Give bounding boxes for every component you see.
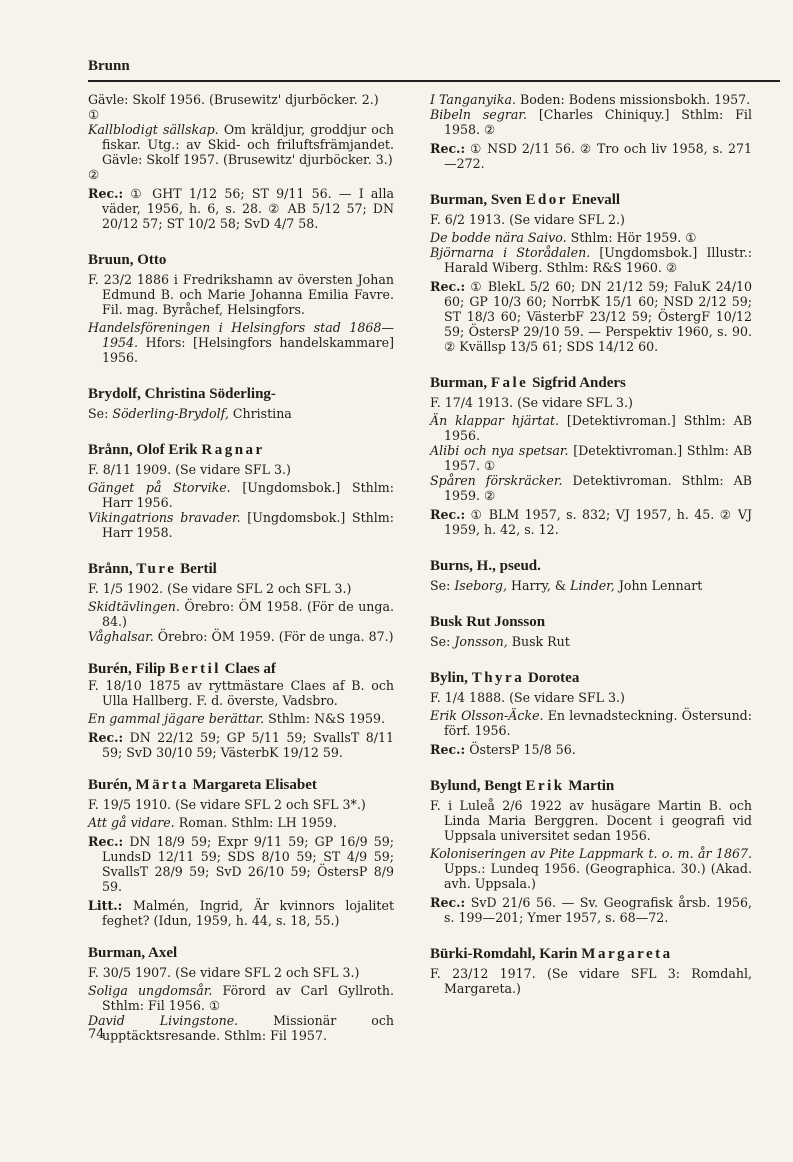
reviews bbox=[88, 186, 394, 231]
entry-heading: Burman, Fale Sigfrid Anders bbox=[430, 375, 626, 391]
work-detail: Förord av Carl Gyllroth. Sthlm: Fil 1956. ① bbox=[102, 983, 394, 1013]
entry-burman-edor bbox=[430, 191, 752, 354]
entry-heading: Brånn, Olof Erik Ragnar bbox=[88, 442, 265, 458]
work-entry bbox=[430, 107, 752, 137]
page-number: 74 bbox=[88, 1027, 105, 1042]
work-detail: Örebro: ÖM 1959. (För de unga. 87.) bbox=[153, 629, 394, 644]
work-entry bbox=[430, 245, 752, 275]
work-entry bbox=[88, 122, 394, 167]
work-entry bbox=[88, 1013, 394, 1043]
work-title: De bodde nära Saivo. bbox=[430, 230, 567, 245]
entry-brann-ragnar bbox=[88, 441, 394, 540]
reviews bbox=[430, 742, 752, 757]
rec-text: ① GHT 1/12 56; ST 9/11 56. — I alla väder, 1956, h. 6, s. 28. ② AB 5/12 57; DN 20/12 57; ST 10/2 58; SvD 4/7 58. bbox=[102, 186, 394, 231]
right-column bbox=[430, 90, 752, 996]
biography: F. 1/4 1888. (Se vidare SFL 3.) bbox=[430, 690, 625, 705]
work-detail: [Charles Chiniquy.] Sthlm: Fil 1958. ② bbox=[444, 107, 752, 137]
entry-heading: Burns, H., pseud. bbox=[430, 558, 541, 574]
entry-brydolf bbox=[88, 385, 394, 421]
ref-name: Linder, bbox=[570, 578, 615, 593]
work-title: Vikingatrions bravader. bbox=[88, 510, 241, 525]
work-entry bbox=[430, 473, 752, 503]
header-rule bbox=[88, 80, 780, 82]
work-entry bbox=[88, 983, 394, 1013]
biography: F. 23/2 1886 i Fredrikshamn av översten Johan Edmund B. och Marie Johanna Emilia Favre. Fil. mag. Byråchef, Helsingfors. bbox=[88, 272, 394, 317]
rec-text: ① BlekL 5/2 60; DN 21/12 59; FaluK 24/10 60; GP 10/3 60; NorrbK 15/1 60; NSD 2/12 59; ST 18/3 60; VästerbF 23/12 59; ÖstergF 10/12 59; ÖstersP 29/10 59. — Perspektiv 1960, s. 90. ② Kvällsp 13/5 61; SDS 14/12 60. bbox=[444, 279, 752, 354]
rec-label: Rec.: bbox=[88, 730, 124, 745]
ref-name: Söderling-Brydolf, bbox=[112, 406, 229, 421]
entry-heading: Bruun, Otto bbox=[88, 252, 167, 268]
entry-burns bbox=[430, 557, 752, 593]
rec-label: Rec.: bbox=[88, 186, 124, 201]
see-label: Se: bbox=[88, 406, 113, 421]
entry-heading: Burman, Sven Edor Enevall bbox=[430, 192, 621, 208]
work-detail: Missionär och upptäcktsresande. Sthlm: Fil 1957. bbox=[102, 1013, 394, 1043]
work-title: Kallblodigt sällskap. bbox=[88, 122, 219, 137]
rec-text: DN 22/12 59; GP 5/11 59; SvallsT 8/11 59; SvD 30/10 59; VästerbK 19/12 59. bbox=[102, 730, 394, 760]
entry-busk bbox=[430, 613, 752, 649]
work-detail: Detektivroman. Sthlm: AB 1959. ② bbox=[444, 473, 753, 503]
work-detail: En levnadsteckning. Östersund: förf. 1956. bbox=[444, 708, 752, 738]
reviews bbox=[430, 141, 752, 171]
work-detail: Hfors: [Helsingfors handelskammare] 1956. bbox=[102, 335, 394, 365]
cross-reference bbox=[430, 578, 752, 593]
work-title: Soliga ungdomsår. bbox=[88, 983, 213, 998]
work-entry bbox=[430, 413, 752, 443]
litt-label: Litt.: bbox=[88, 898, 123, 913]
work-title: Spåren förskräcker. bbox=[430, 473, 563, 488]
work-title: En gammal jägare berättar. bbox=[88, 711, 265, 726]
entry-burman-axel bbox=[88, 944, 394, 1043]
cross-reference bbox=[430, 634, 752, 649]
work-title: Koloniseringen av Pite Lappmark t. o. m. år 1867. bbox=[430, 846, 752, 861]
publication-line: Gävle: Skolf 1956. (Brusewitz' djurböcker. 2.) bbox=[88, 92, 379, 107]
biography: F. 30/5 1907. (Se vidare SFL 2 och SFL 3.) bbox=[88, 965, 360, 980]
work-title: Björnarna i Storådalen. bbox=[430, 245, 591, 260]
entry-heading: Brånn, Ture Bertil bbox=[88, 561, 217, 577]
literature bbox=[88, 898, 394, 928]
work-entry bbox=[88, 510, 394, 540]
rec-text: ÖstersP 15/8 56. bbox=[465, 742, 576, 757]
work-detail: Om kräldjur, groddjur och fiskar. Utg.: av Skid- och friluftsfrämjandet. Gävle: Skolf 1957. (Brusewitz' djurböcker. 3.) bbox=[102, 122, 394, 167]
work-entry bbox=[88, 599, 394, 629]
see-label: Se: bbox=[430, 634, 455, 649]
entry-buren-marta bbox=[88, 776, 394, 928]
entry-bylund bbox=[430, 777, 752, 925]
biography: F. 6/2 1913. (Se vidare SFL 2.) bbox=[430, 212, 625, 227]
work-detail: Upps.: Lundeq 1956. (Geographica. 30.) (Akad. avh. Uppsala.) bbox=[444, 861, 752, 891]
entry-heading: Bylin, Thyra Dorotea bbox=[430, 670, 580, 686]
entry-heading: Burén, Filip Bertil Claes af bbox=[88, 661, 276, 677]
work-detail: Roman. Sthlm: LH 1959. bbox=[174, 815, 337, 830]
work-title: Bibeln segrar. bbox=[430, 107, 527, 122]
rec-label: Rec.: bbox=[430, 141, 466, 156]
entry-burki-romdahl bbox=[430, 945, 752, 996]
biography: F. 23/12 1917. (Se vidare SFL 3: Romdahl, Margareta.) bbox=[430, 966, 752, 996]
work-title: Handelsföreningen i Helsingfors stad 1868—1954. bbox=[88, 320, 394, 350]
work-title: Våghalsar. bbox=[88, 629, 154, 644]
litt-text: Malmén, Ingrid, Är kvinnors lojalitet feghet? (Idun, 1959, h. 44, s. 18, 55.) bbox=[102, 898, 394, 928]
work-title: I Tanganyika. bbox=[430, 92, 516, 107]
reviews bbox=[88, 834, 394, 894]
work-detail: [Detektivroman.] Sthlm: AB 1956. bbox=[444, 413, 752, 443]
entry-brunn-continued bbox=[88, 92, 394, 231]
marker: ① bbox=[88, 107, 100, 122]
rec-label: Rec.: bbox=[430, 507, 466, 522]
work-title: Än klappar hjärtat. bbox=[430, 413, 560, 428]
cross-reference bbox=[88, 406, 394, 421]
marker: ② bbox=[88, 167, 100, 182]
work-entry bbox=[430, 846, 752, 891]
reviews bbox=[430, 895, 752, 925]
reviews bbox=[430, 279, 752, 354]
entry-bylin bbox=[430, 669, 752, 757]
entry-buren-bertil bbox=[88, 660, 394, 760]
rec-text: ① NSD 2/11 56. ② Tro och liv 1958, s. 271—272. bbox=[444, 141, 752, 171]
ref-rest: Christina bbox=[228, 406, 292, 421]
work-entry bbox=[430, 708, 752, 738]
work-title: Att gå vidare. bbox=[88, 815, 175, 830]
rec-text: ① BLM 1957, s. 832; VJ 1957, h. 45. ② VJ 1959, h. 42, s. 12. bbox=[444, 507, 752, 537]
entry-heading: Bylund, Bengt Erik Martin bbox=[430, 778, 615, 794]
rec-label: Rec.: bbox=[430, 895, 466, 910]
entry-bruun-otto bbox=[88, 251, 394, 365]
entry-brann-ture bbox=[88, 560, 394, 644]
work-entry bbox=[88, 480, 394, 510]
reviews bbox=[88, 730, 394, 760]
ref-name: Jonsson, bbox=[454, 634, 508, 649]
work-detail: Boden: Bodens missionsbokh. 1957. bbox=[516, 92, 751, 107]
biography: F. 17/4 1913. (Se vidare SFL 3.) bbox=[430, 395, 633, 410]
ref-name: Iseborg, bbox=[454, 578, 507, 593]
work-detail: [Ungdomsbok.] Sthlm: Harr 1958. bbox=[102, 510, 394, 540]
work-detail: Sthlm: Hör 1959. ① bbox=[566, 230, 697, 245]
work-entry bbox=[430, 92, 752, 107]
ref-rest: Harry, & bbox=[506, 578, 571, 593]
rec-text: SvD 21/6 56. — Sv. Geografisk årsb. 1956, s. 199—201; Ymer 1957, s. 68—72. bbox=[444, 895, 752, 925]
entry-heading: Burén, Märta Margareta Elisabet bbox=[88, 777, 317, 793]
biography: F. 1/5 1902. (Se vidare SFL 2 och SFL 3.) bbox=[88, 581, 352, 596]
work-title: David Livingstone. bbox=[88, 1013, 239, 1028]
work-detail: [Detektivroman.] Sthlm: AB 1957. ① bbox=[444, 443, 752, 473]
left-column bbox=[88, 90, 394, 1043]
biography: F. i Luleå 2/6 1922 av husägare Martin B. och Linda Maria Berggren. Docent i geografi vid Uppsala universitet sedan 1956. bbox=[430, 798, 752, 843]
rec-label: Rec.: bbox=[430, 279, 466, 294]
work-entry bbox=[88, 629, 394, 644]
entry-burman-axel-continued bbox=[430, 92, 752, 171]
entry-heading: Burman, Axel bbox=[88, 945, 178, 961]
work-entry bbox=[430, 443, 752, 473]
ref-rest: Busk Rut bbox=[507, 634, 570, 649]
work-entry bbox=[88, 711, 394, 726]
work-detail: Örebro: ÖM 1958. (För de unga. 84.) bbox=[102, 599, 394, 629]
biography: F. 18/10 1875 av ryttmästare Claes af B. och Ulla Hallberg. F. d. överste, Vadsbro. bbox=[88, 678, 394, 708]
work-title: Alibi och nya spetsar. bbox=[430, 443, 569, 458]
ref-rest: John Lennart bbox=[614, 578, 703, 593]
rec-label: Rec.: bbox=[430, 742, 466, 757]
entry-burman-fale bbox=[430, 374, 752, 537]
work-detail: [Ungdomsbok.] Sthlm: Harr 1956. bbox=[102, 480, 394, 510]
work-title: Gänget på Storvike. bbox=[88, 480, 231, 495]
entry-heading: Bürki-Romdahl, Karin Margareta bbox=[430, 946, 673, 962]
work-title: Skidtävlingen. bbox=[88, 599, 180, 614]
entry-heading: Busk Rut Jonsson bbox=[430, 614, 546, 630]
see-label: Se: bbox=[430, 578, 455, 593]
work-entry bbox=[88, 320, 394, 365]
work-detail: Sthlm: N&S 1959. bbox=[264, 711, 386, 726]
reviews bbox=[430, 507, 752, 537]
work-title: Erik Olsson-Äcke. bbox=[430, 708, 544, 723]
biography: F. 19/5 1910. (Se vidare SFL 2 och SFL 3*.) bbox=[88, 797, 366, 812]
running-header: Brunn bbox=[88, 58, 130, 74]
work-entry bbox=[88, 815, 394, 830]
entry-heading: Brydolf, Christina Söderling- bbox=[88, 386, 276, 402]
rec-label: Rec.: bbox=[88, 834, 124, 849]
rec-text: DN 18/9 59; Expr 9/11 59; GP 16/9 59; LundsD 12/11 59; SDS 8/10 59; ST 4/9 59; SvallsT 28/9 59; SvD 26/10 59; ÖstersP 8/9 59. bbox=[102, 834, 394, 894]
biography: F. 8/11 1909. (Se vidare SFL 3.) bbox=[88, 462, 291, 477]
work-detail: [Ungdomsbok.] Illustr.: Harald Wiberg. Sthlm: R&S 1960. ② bbox=[444, 245, 752, 275]
work-entry bbox=[430, 230, 752, 245]
